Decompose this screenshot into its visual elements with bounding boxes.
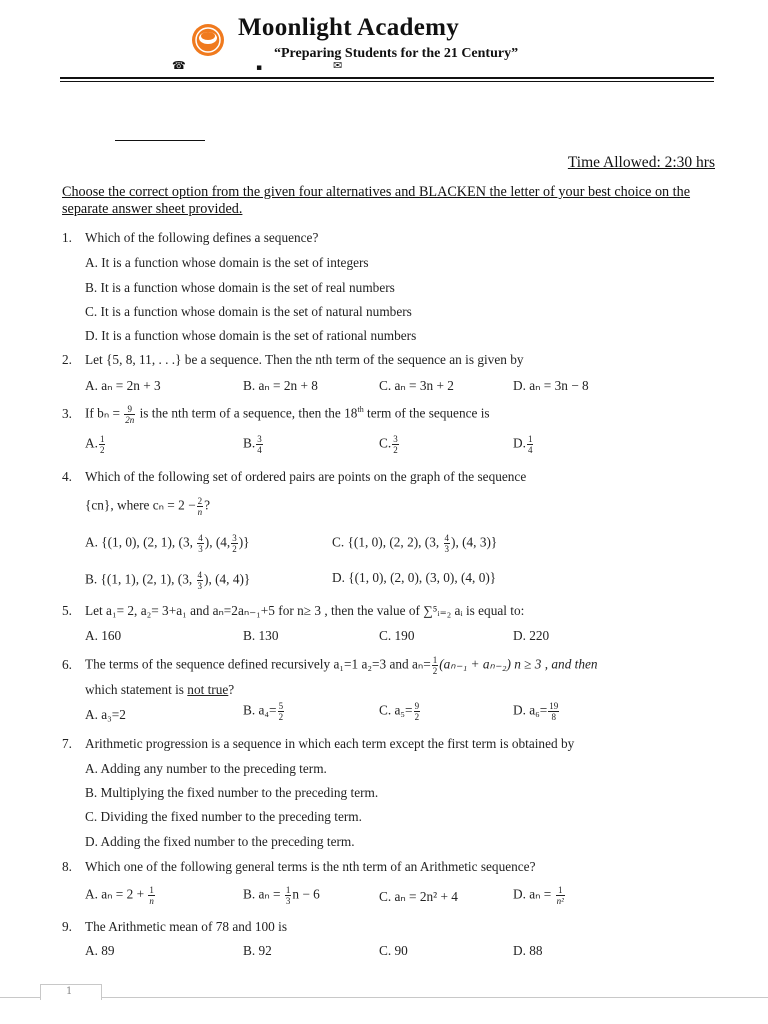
q7-option-b: B. Multiplying the fixed number to the preceding term.	[85, 785, 379, 800]
question-text: Arithmetic progression is a sequence in which each term except the first term is obtained by	[85, 736, 575, 751]
school-name: Moonlight Academy	[238, 14, 460, 41]
question-6: 6. The terms of the sequence defined recursively a₁=1 a₂=3 and aₙ= $\frac{1}{2}$ (aₙ₋₁ + aₙ₋₂) n ≥ 3 , and then	[62, 655, 598, 676]
q4-option-c: C. {(1, 0), (2, 2), (3, $\frac{4}{3}$ ), (4, 3)}	[332, 533, 498, 554]
q6-option-b: B. a₄= $\frac{5}{2}$	[243, 701, 284, 722]
phone-icon: ☎	[172, 59, 186, 72]
question-number: 6.	[62, 656, 72, 672]
q7-option-d: D. Adding the fixed number to the preceding term.	[85, 834, 355, 849]
question-5	[62, 603, 524, 619]
question-1	[62, 230, 318, 246]
q1-option-b: B. It is a function whose domain is the set of real numbers	[85, 280, 395, 295]
question-number: 5.	[62, 603, 72, 618]
question-text: Which one of the following general terms is the nth term of an Arithmetic sequence?	[85, 859, 536, 874]
question-text: The Arithmetic mean of 78 and 100 is	[85, 919, 287, 934]
question-7	[62, 736, 574, 752]
q1-option-c: C. It is a function whose domain is the set of natural numbers	[85, 304, 412, 319]
question-text: term of the sequence is	[363, 405, 490, 421]
q5-option-d: D. 220	[513, 628, 550, 643]
question-number: 2.	[62, 352, 72, 367]
q1-option-d: D. It is a function whose domain is the set of rational numbers	[85, 328, 417, 343]
q5-option-c: C. 190	[379, 628, 415, 643]
question-text: (aₙ₋₁ + aₙ₋₂) n ≥ 3 , and then	[439, 656, 598, 672]
question-9	[62, 919, 287, 935]
q6-option-a: A. a₃=2	[85, 707, 126, 722]
page-number: 1	[66, 986, 73, 997]
q5-option-a: A. 160	[85, 628, 122, 643]
q9-option-c: C. 90	[379, 943, 408, 958]
q2-option-d: D. aₙ = 3n − 8	[513, 378, 589, 393]
not-true-emphasis: not true	[187, 682, 229, 697]
question-text: Let a₁= 2, a₂= 3+a₁ and aₙ=2aₙ₋₁+5 for n≥ 3 , then the value of ∑⁵ᵢ₌₂ aᵢ is equal to:	[85, 603, 525, 618]
q8-option-a: A. aₙ = 2 + $\frac{1}{n}$	[85, 885, 154, 906]
q6-option-c: C. a₅= $\frac{9}{2}$	[379, 701, 420, 722]
question-number: 7.	[62, 736, 72, 751]
q3-option-a: A. $\frac{1}{2}$	[85, 434, 105, 455]
q9-option-d: D. 88	[513, 943, 543, 958]
q5-option-b: B. 130	[243, 628, 279, 643]
instructions: Choose the correct option from the given four alternatives and BLACKEN the letter of your best choice on the separate answer sheet provided.	[62, 184, 691, 217]
q4-option-d: D. {(1, 0), (2, 0), (3, 0), (4, 0)}	[332, 570, 497, 585]
q8-option-d: D. aₙ = $\frac{1}{\text{n²}}$	[513, 885, 564, 906]
q2-option-c: C. aₙ = 3n + 2	[379, 378, 454, 393]
q4-option-a: A. {(1, 0), (2, 1), (3, $\frac{4}{3}$ ), (4, $\frac{3}{2}$ )}	[85, 533, 250, 554]
question-number: 9.	[62, 919, 72, 934]
q6-line-2: which statement is not true?	[85, 682, 235, 697]
footer-divider	[0, 997, 768, 998]
q4-line-2: {cn}, where cₙ = 2 − $\frac{2}{n}$ ?	[85, 496, 210, 517]
q7-option-c: C. Dividing the fixed number to the preceding term.	[85, 809, 362, 824]
question-text: is the nth term of a sequence, then the 18	[136, 405, 358, 421]
question-text: If bₙ =	[85, 405, 124, 421]
name-blank-line	[115, 140, 205, 141]
question-8	[62, 859, 535, 875]
q4-option-b: B. {(1, 1), (2, 1), (3, $\frac{4}{3}$ ), (4, 4)}	[85, 570, 251, 591]
question-number: 4.	[62, 469, 72, 484]
school-motto: “Preparing Students for the 21 Century”	[274, 46, 519, 61]
fraction: $\frac{9}{2n}$	[125, 404, 135, 425]
time-allowed: Time Allowed: 2:30 hrs	[567, 154, 715, 171]
question-3: 3. If bₙ = $\frac{9}{2n}$ is the nth term of a sequence, then the 18th term of the sequence is	[62, 404, 490, 425]
question-number: 3.	[62, 405, 72, 421]
mail-icon: ✉	[333, 59, 343, 72]
q8-option-c: C. aₙ = 2n² + 4	[379, 889, 458, 904]
q3-option-c: C. $\frac{3}{2}$	[379, 434, 398, 455]
question-4	[62, 469, 526, 485]
header-divider-thin	[60, 81, 714, 82]
question-text: Which of the following set of ordered pairs are points on the graph of the sequence	[85, 469, 527, 484]
header-divider	[60, 77, 714, 79]
q8-option-b: B. aₙ = $\frac{1}{3}$ n − 6	[243, 885, 320, 906]
question-text: Which of the following defines a sequence?	[85, 230, 319, 245]
question-number: 1.	[62, 230, 72, 245]
question-text: Let {5, 8, 11, . . .} be a sequence. Then the nth term of the sequence an is given by	[85, 352, 524, 367]
q1-option-a: A. It is a function whose domain is the set of integers	[85, 255, 369, 270]
academy-logo-icon	[191, 23, 225, 57]
mobile-icon: ▪	[256, 63, 263, 73]
question-text: The terms of the sequence defined recursively a₁=1 a₂=3 and aₙ=	[85, 656, 431, 672]
q3-option-b: B. $\frac{3}{4}$	[243, 434, 262, 455]
question-number: 8.	[62, 859, 72, 874]
q2-option-a: A. aₙ = 2n + 3	[85, 378, 161, 393]
q9-option-b: B. 92	[243, 943, 272, 958]
q6-option-d: D. a₆= $\frac{19}{8}$	[513, 701, 559, 722]
q2-option-b: B. aₙ = 2n + 8	[243, 378, 318, 393]
q3-option-d: D. $\frac{1}{4}$	[513, 434, 533, 455]
q9-option-a: A. 89	[85, 943, 115, 958]
question-2	[62, 352, 524, 368]
q7-option-a: A. Adding any number to the preceding term.	[85, 761, 327, 776]
